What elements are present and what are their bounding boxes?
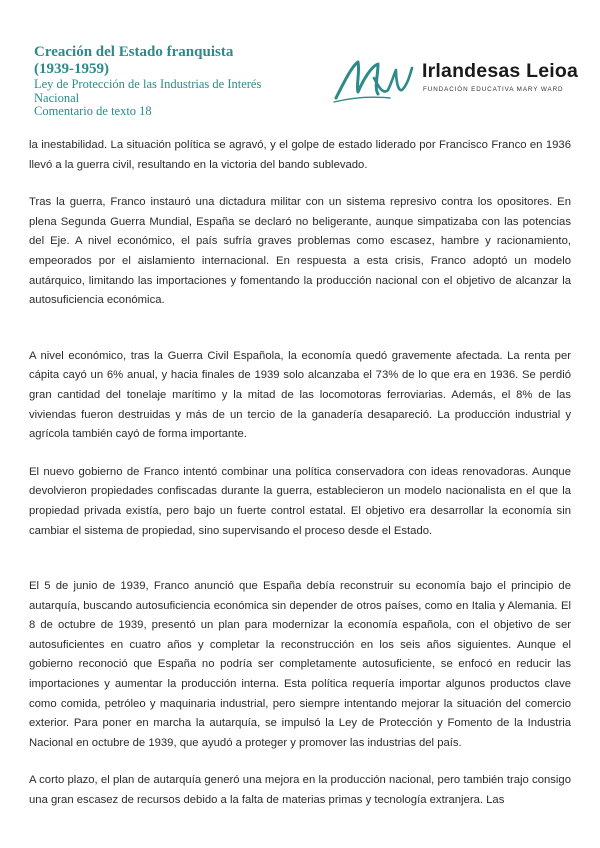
paragraph: A corto plazo, el plan de autarquía generó una mejora en la producción nacional, pero también trajo consigo una gran escasez de recursos debido a la falta de materias primas y tecnología extranjera. Las [29, 774, 571, 807]
paragraph: A nivel económico, tras la Guerra Civil Española, la economía quedó gravemente afectada. La renta per cápita cayó un 6% anual, y hacia finales de 1939 solo alcanzaba el 73% de lo que era en 1936. Se perdió gran cantidad del tonelaje marítimo y la mitad de las locomotoras ferroviarias. Además, el 8% de las viviendas fueron destruidas y más de un tercio de la ganadería desapareció. La producción industrial y agrícola también cayó de forma importante. [29, 349, 571, 441]
paragraph: El nuevo gobierno de Franco intentó combinar una política conservadora con ideas renovadoras. Aunque devolvieron propiedades confiscadas durante la guerra, establecieron un modelo nacionalista en el que la propiedad privada existía, pero bajo un fuerte control estatal. El objetivo era desarrollar la economía sin cambiar el sistema de propiedad, sino supervisando el proceso desde el Estado. [29, 465, 571, 537]
document-period: (1939-1959) [34, 61, 109, 77]
paragraph: la inestabilidad. La situación política se agravó, y el golpe de estado liderado por Francisco Franco en 1936 llevó a la guerra civil, resultando en la victoria del bando sublevado. [29, 139, 571, 171]
mw-monogram-icon [330, 52, 420, 108]
document-title-block [34, 44, 324, 119]
page-header [0, 0, 600, 130]
document-subtitle: Ley de Protección de las Industrias de Interés [34, 77, 262, 91]
paragraph: Tras la guerra, Franco instauró una dictadura militar con un sistema represivo contra los opositores. En plena Segunda Guerra Mundial, España se declaró no beligerante, aunque simpatizaba con las potencias del Eje. A nivel económico, el país sufría graves problemas como escasez, hambre y racionamiento, empeorados por el aislamiento internacional. En respuesta a esta crisis, Franco adoptó un modelo autárquico, limitando las importaciones y fomentando la producción nacional con el objetivo de alcanzar la autosuficiencia económica. [29, 196, 571, 307]
document-subtitle-cont: Nacional [34, 90, 80, 105]
document-title: Creación del Estado franquista [34, 44, 234, 60]
logo-name: Irlandesas Leioa [422, 60, 579, 82]
paragraph: El 5 de junio de 1939, Franco anunció que España debía reconstruir su economía bajo el principio de autarquía, buscando autosuficiencia económica sin depender de otros países, como en Italia y Alemania. El 8 de octubre de 1939, presentó un plan para modernizar la economía española, con el objetivo de ser autosuficientes en cuatro años y completar la reconstrucción en los seis años siguientes. Aunque el gobierno reconoció que España no podría ser completamente autosuficiente, se enfocó en reducir las importaciones y aumentar la producción interna. Esta política requería importar algunos productos clave como comida, petróleo y maquinaria industrial, pero siempre intentando mejorar la situación del comercio exterior. Para poner en marcha la autarquía, se impulsó la Ley de Protección y Fomento de la Industria Nacional en octubre de 1939, que ayudó a proteger y promover las industrias del país. [29, 580, 571, 749]
school-logo [330, 52, 579, 108]
document-number: Comentario de texto 18 [34, 104, 152, 118]
document-body [29, 136, 571, 811]
logo-tagline: FUNDACIÓN EDUCATIVA MARY WARD [423, 86, 564, 93]
